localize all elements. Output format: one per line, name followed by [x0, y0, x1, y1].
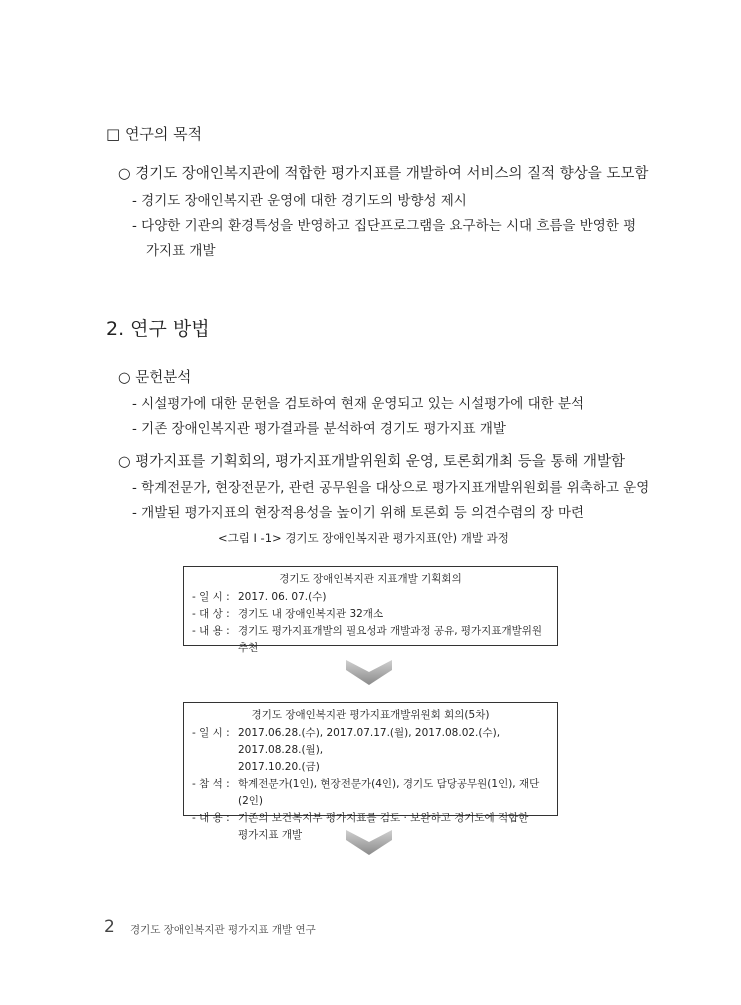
method-dash-1: - 시설평가에 대한 문헌을 검토하여 현재 운영되고 있는 시설평가에 대한 분석	[132, 396, 585, 412]
box-row	[192, 759, 549, 776]
row-label: - 대 상 :	[192, 608, 230, 620]
page-number: 2	[104, 917, 115, 937]
process-box-planning-meeting	[183, 566, 558, 654]
row-value: 2017.10.20.(금)	[238, 761, 320, 773]
row-value: 기존의 보건복지부 평가지표를 검토 · 보완하고 경기도에 적합한	[238, 812, 529, 824]
chevron-down-icon	[346, 828, 392, 856]
row-label: - 일 시 :	[192, 727, 230, 739]
row-value: 2017.06.28.(수), 2017.07.17.(월), 2017.08.02.(수), 2017.08.28.(월),	[238, 727, 501, 756]
box-title: 경기도 장애인복지관 평가지표개발위원회 회의(5차)	[251, 709, 490, 721]
box-row	[192, 623, 549, 657]
row-label: - 내 용 :	[192, 625, 230, 637]
purpose-bullet: ○ 경기도 장애인복지관에 적합한 평가지표를 개발하여 서비스의 질적 향상을 도모함	[118, 166, 649, 182]
box-row	[192, 725, 549, 759]
box-title: 경기도 장애인복지관 지표개발 기획회의	[279, 573, 462, 585]
box-row	[192, 589, 549, 606]
section-heading-purpose: □ 연구의 목적	[106, 125, 203, 143]
row-label: - 참 석 :	[192, 778, 230, 790]
row-label	[192, 759, 238, 776]
purpose-dash-1: - 경기도 장애인복지관 운영에 대한 경기도의 방향성 제시	[132, 193, 467, 209]
method-bullet-development: ○ 평가지표를 기획회의, 평가지표개발위원회 운영, 토론회개최 등을 통해 개발함	[118, 454, 625, 470]
row-label	[192, 827, 238, 844]
purpose-dash-2-cont: 가지표 개발	[146, 243, 216, 259]
process-box-committee	[183, 702, 558, 841]
row-label: - 내 용 :	[192, 812, 230, 824]
running-title: 경기도 장애인복지관 평가지표 개발 연구	[130, 924, 316, 936]
row-value: 학계전문가(1인), 현장전문가(4인), 경기도 담당공무원(1인), 재단(2인)	[238, 778, 540, 807]
box-row	[192, 776, 549, 810]
section-heading-method: 2. 연구 방법	[106, 318, 210, 340]
row-value: 평가지표 개발	[238, 829, 303, 841]
figure-caption: <그림 Ⅰ -1> 경기도 장애인복지관 평가지표(안) 개발 과정	[218, 531, 509, 545]
row-label: - 일 시 :	[192, 591, 230, 603]
row-value: 2017. 06. 07.(수)	[238, 591, 327, 603]
row-value: 경기도 내 장애인복지관 32개소	[238, 608, 384, 620]
method-dash-3: - 학계전문가, 현장전문가, 관련 공무원을 대상으로 평가지표개발위원회를 위촉하고 운영	[132, 480, 650, 496]
row-value: 경기도 평가지표개발의 필요성과 개발과정 공유, 평가지표개발위원 추천	[238, 625, 543, 654]
box-row	[192, 606, 549, 623]
purpose-dash-2: - 다양한 기관의 환경특성을 반영하고 집단프로그램을 요구하는 시대 흐름을 반영한 평	[132, 218, 637, 234]
box-row	[192, 810, 549, 827]
method-dash-4: - 개발된 평가지표의 현장적용성을 높이기 위해 토론회 등 의견수렴의 장 마련	[132, 505, 585, 521]
method-bullet-literature: ○ 문헌분석	[118, 370, 192, 386]
chevron-down-icon	[346, 658, 392, 686]
method-dash-2: - 기존 장애인복지관 평가결과를 분석하여 경기도 평가지표 개발	[132, 421, 506, 437]
